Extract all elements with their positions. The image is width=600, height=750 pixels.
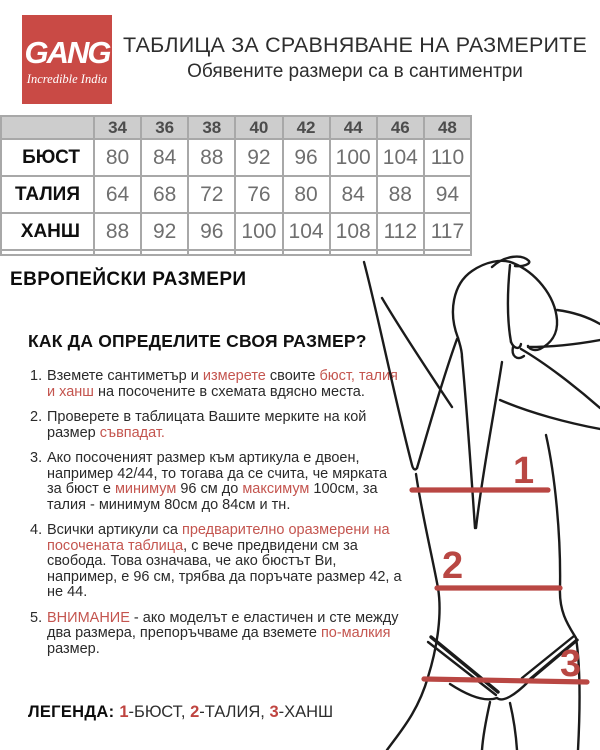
value-cell: 104 <box>377 139 424 176</box>
value-cell: 110 <box>424 139 471 176</box>
waist-label-2: 2 <box>442 545 464 587</box>
stub-cell <box>141 250 188 255</box>
stub-cell <box>377 250 424 255</box>
value-cell: 100 <box>235 213 282 250</box>
highlighted-text-segment: максимум <box>242 481 310 497</box>
table-stub-row <box>1 250 471 255</box>
bikini-strap-right2-line <box>522 636 574 678</box>
table-header-row <box>1 116 471 139</box>
stub-cell <box>235 250 282 255</box>
instruction-text <box>47 611 402 658</box>
value-cell: 68 <box>141 176 188 213</box>
stub-cell <box>330 250 377 255</box>
row-label-cell: ХАНШ <box>1 213 94 250</box>
bikini-strap-left2-line <box>431 637 498 692</box>
value-cell: 100 <box>330 139 377 176</box>
chin-line <box>511 342 521 348</box>
neck-line <box>458 338 462 357</box>
instruction-text <box>47 451 402 513</box>
gang-logo <box>22 15 112 104</box>
instruction-item <box>30 410 402 441</box>
value-cell: 72 <box>188 176 235 213</box>
page-title: ТАБЛИЦА ЗА СРАВНЯВАНЕ НА РАЗМЕРИТЕ <box>122 33 588 57</box>
value-cell: 117 <box>424 213 471 250</box>
how-to-heading: КАК ДА ОПРЕДЕЛИТЕ СВОЯ РАЗМЕР? <box>28 331 367 351</box>
highlighted-text-segment: измерете <box>202 368 266 384</box>
stub-cell <box>188 250 235 255</box>
table-row <box>1 176 471 213</box>
size-header-cell: 42 <box>283 116 330 139</box>
size-header-cell: 38 <box>188 116 235 139</box>
value-cell: 104 <box>283 213 330 250</box>
instruction-number: 5. <box>30 609 43 626</box>
value-cell: 108 <box>330 213 377 250</box>
table-row <box>1 139 471 176</box>
legend <box>28 703 333 722</box>
value-cell: 94 <box>424 176 471 213</box>
back-hair-right-line <box>476 362 502 528</box>
instruction-item <box>30 451 402 513</box>
instruction-number: 3. <box>30 450 43 466</box>
bikini-strap-right-line <box>527 640 577 682</box>
head-dome-line <box>453 261 513 338</box>
european-sizes-heading: ЕВРОПЕЙСКИ РАЗМЕРИ <box>10 269 247 290</box>
torso-right-line <box>546 435 580 750</box>
jaw-line <box>513 347 524 358</box>
size-header-cell: 40 <box>235 116 282 139</box>
value-cell: 64 <box>94 176 141 213</box>
brand-tagline: Incredible India <box>26 71 108 86</box>
text-segment: 100см, за талия - минимум 80см до 84см и тн. <box>47 481 378 513</box>
hair-right-line <box>513 263 557 350</box>
instruction-text <box>47 410 402 441</box>
text-segment: Вземете сантиметър и <box>47 368 203 384</box>
stub-cell <box>94 250 141 255</box>
text-segment: размер. <box>47 640 100 657</box>
text-segment: Ако посоченият размер към артикула е двоен, например 42/44, то тогава да се счита, че мярката за бюст е <box>47 450 388 497</box>
hair-flip-line <box>492 257 529 267</box>
stub-cell <box>283 250 330 255</box>
value-cell: 96 <box>283 139 330 176</box>
instruction-item <box>30 369 402 400</box>
stub-cell <box>424 250 471 255</box>
legend-segment: -ТАЛИЯ, <box>199 703 270 721</box>
hip-label-3: 3 <box>560 643 582 685</box>
legend-segment: -БЮСТ, <box>128 703 191 721</box>
stub-cell <box>1 250 94 255</box>
instruction-text <box>47 369 402 400</box>
value-cell: 112 <box>377 213 424 250</box>
header-titles <box>118 33 592 83</box>
right-arm-upper-line <box>528 340 600 347</box>
right-underarm-line <box>500 400 600 429</box>
right-leg-inner-line <box>510 703 517 750</box>
size-header-cell: 44 <box>330 116 377 139</box>
value-cell: 92 <box>235 139 282 176</box>
value-cell: 80 <box>94 139 141 176</box>
row-label-cell: БЮСТ <box>1 139 94 176</box>
row-label-cell: ТАЛИЯ <box>1 176 94 213</box>
hip-measure-line <box>424 679 587 682</box>
text-segment: - ако моделът е еластичен и сте между два размера, препоръчваме да вземете <box>47 609 399 641</box>
legend-segment: ЛЕГЕНДА: <box>28 703 120 721</box>
text-segment: своите <box>265 368 320 384</box>
face-part-line <box>508 265 511 342</box>
text-segment: 96 см до <box>176 481 243 497</box>
bust-label-1: 1 <box>513 450 535 492</box>
value-cell: 84 <box>330 176 377 213</box>
bikini-strap-left-line <box>428 642 496 695</box>
measurement-lines <box>412 450 587 685</box>
value-cell: 88 <box>377 176 424 213</box>
brand-name: GANG <box>24 34 110 70</box>
text-segment: , с вече предвидени см за свобода. Това означава, че ако бюстът Ви, например, е 96 см, трябва да поръчате размер 42, а не 44. <box>47 537 402 600</box>
value-cell: 88 <box>94 213 141 250</box>
table-row <box>1 213 471 250</box>
table-corner-cell <box>1 116 94 139</box>
highlighted-text-segment: предварително оразмерени на посочената таблица <box>47 522 390 554</box>
left-arm-inner-line <box>417 339 457 468</box>
instruction-number: 2. <box>30 409 43 425</box>
highlighted-text-segment: ВНИМАНИЕ <box>47 609 130 626</box>
right-forearm-line <box>521 349 600 408</box>
value-cell: 88 <box>188 139 235 176</box>
text-segment: Проверете в таблицата Вашите мерките на кой размер <box>47 409 367 441</box>
legend-number: 1 <box>119 703 129 721</box>
size-header-cell: 36 <box>141 116 188 139</box>
instructions-list <box>30 369 402 667</box>
size-header-cell: 48 <box>424 116 471 139</box>
highlighted-text-segment: по-малкия <box>320 625 391 641</box>
value-cell: 96 <box>188 213 235 250</box>
legend-segment: -ХАНШ <box>278 703 334 721</box>
highlighted-text-segment: минимум <box>114 481 177 497</box>
back-hair-left-line <box>462 357 475 528</box>
text-segment: Всички артикули са <box>47 522 182 538</box>
instruction-number: 4. <box>30 522 43 538</box>
value-cell: 76 <box>235 176 282 213</box>
size-header-cell: 34 <box>94 116 141 139</box>
value-cell: 92 <box>141 213 188 250</box>
instruction-item <box>30 523 402 601</box>
right-arm-top-line <box>557 310 600 324</box>
instruction-number: 1. <box>30 368 43 384</box>
instruction-item <box>30 611 402 658</box>
legend-number: 2 <box>190 703 200 721</box>
bikini-bottom-line <box>450 682 528 699</box>
instruction-text <box>47 523 402 601</box>
highlighted-text-segment: съвпадат. <box>99 424 165 441</box>
size-header-cell: 46 <box>377 116 424 139</box>
legend-number: 3 <box>269 703 279 721</box>
text-segment: на посочените в схемата вдясно места. <box>93 383 365 400</box>
left-leg-inner-line <box>482 702 490 750</box>
size-comparison-table <box>0 115 472 256</box>
value-cell: 84 <box>141 139 188 176</box>
value-cell: 80 <box>283 176 330 213</box>
page-subtitle: Обявените размери са в сантиментри <box>187 61 523 82</box>
highlighted-text-segment: бюст, талия и ханш <box>47 368 398 400</box>
